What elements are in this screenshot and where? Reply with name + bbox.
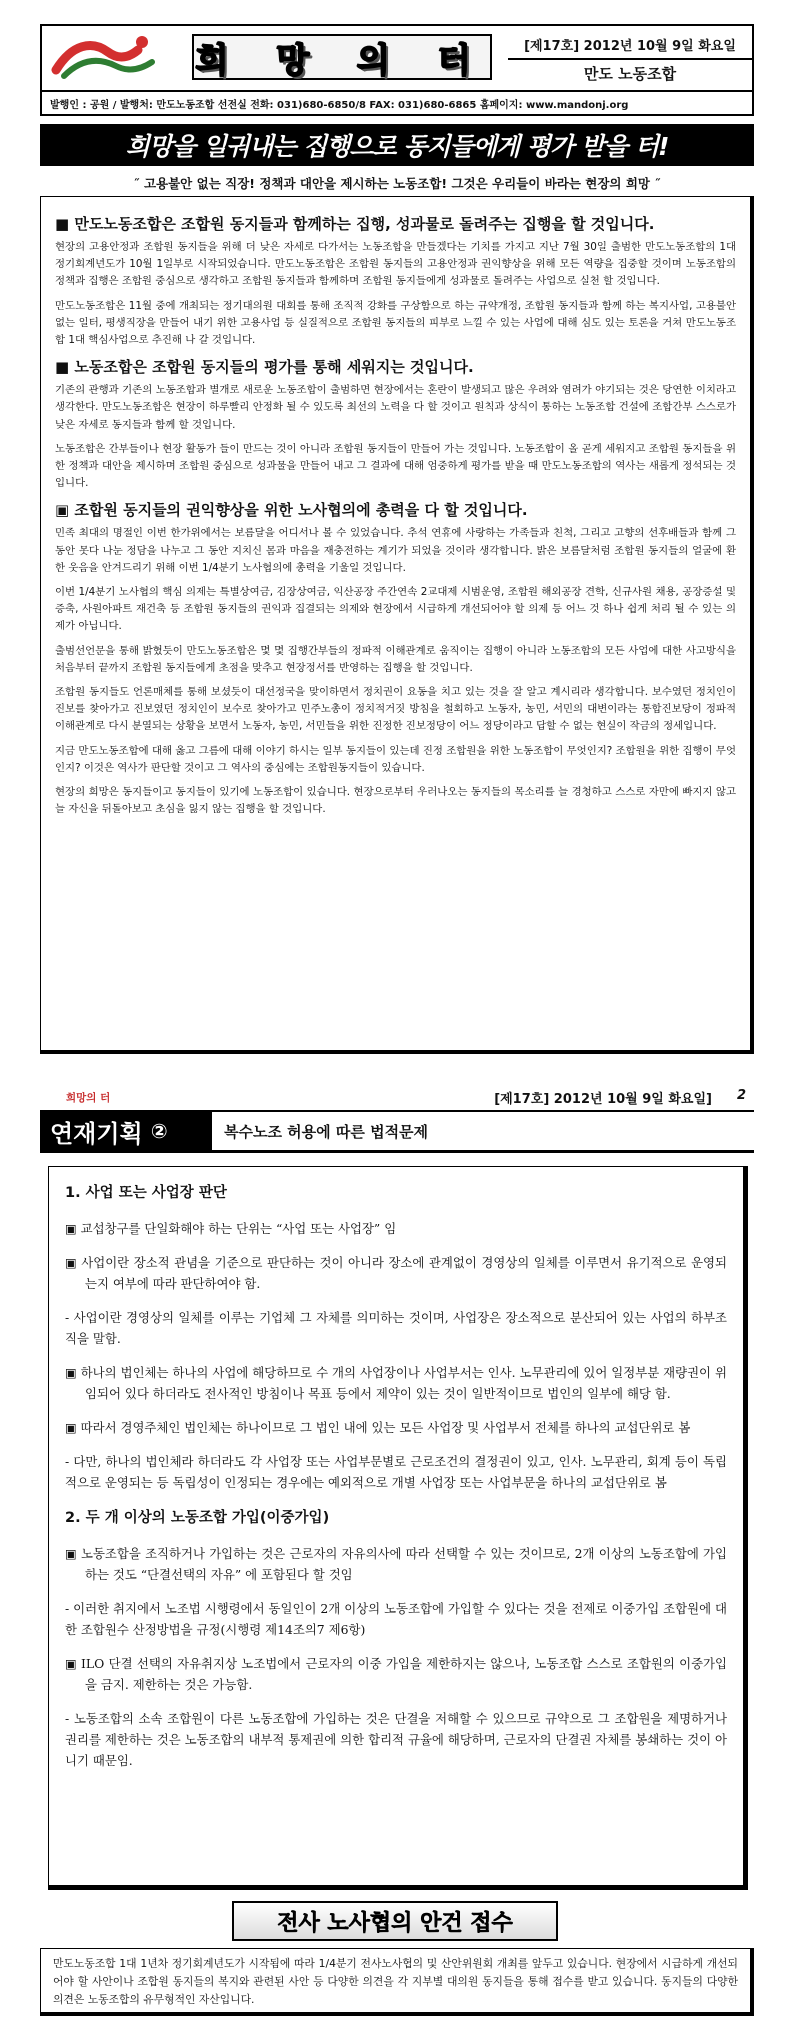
publisher-info: 발행인 : 공원 / 발행처: 만도노동조합 선전실 전화: 031)680-6850/8 FAX: 031)680-6865 홈페이지: www.mandonj.org xyxy=(50,99,629,111)
divider xyxy=(40,1150,754,1153)
notice-heading-box xyxy=(232,1901,558,1941)
front-page-article xyxy=(40,196,754,1054)
paragraph: 현장의 희망은 동지들이고 동지들이 있기에 노동조합이 있습니다. 현장으로부터 우러나오는 동지들의 목소리를 늘 경청하고 스스로 자만에 빠지지 않고 늘 자신을 뒤돌아보고 초심을 잃지 않는 집행을 할 것입니다. xyxy=(55,786,736,816)
series-tag xyxy=(40,1112,212,1150)
issue-date: [제17호] 2012년 10월 9일 화요일 xyxy=(508,30,752,60)
publisher-info-row xyxy=(42,90,752,114)
paragraph: ▣ 따라서 경영주체인 법인체는 하나이므로 그 법인 내에 있는 모든 사업장 및 사업부서 전체를 하나의 교섭단위로 봄 xyxy=(65,1420,691,1435)
headline-banner xyxy=(40,124,754,166)
paragraph: - 사업이란 경영상의 일체를 이루는 기업체 그 자체를 의미하는 것이며, 사업장은 장소적으로 분산되어 있는 사업의 하부조직을 말함. xyxy=(65,1310,727,1346)
legal-issues-article xyxy=(48,1166,748,1890)
section-heading: ■ 만도노동조합은 조합원 동지들과 함께하는 집행, 성과물로 돌려주는 집행을 할 것입니다. xyxy=(55,215,655,233)
section-heading: 1. 사업 또는 사업장 판단 xyxy=(65,1185,227,1201)
paragraph: 출범선언문을 통해 밝혔듯이 만도노동조합은 몇 몇 집행간부들의 정파적 이해관계로 움직이는 집행이 아니라 노동조합의 모든 사업에 대한 사고방식을 처음부터 끝까지 조합원 동지들에게 초점을 맞추고 현장정서를 반영하는 집행을 할 것입니다. xyxy=(55,644,736,674)
headline: 희망을 일궈내는 집행으로 동지들에게 평가 받을 터! xyxy=(125,132,669,161)
page-brand: 희망의 터 xyxy=(66,1092,111,1104)
slogan: ˝ 고용불안 없는 직장! 정책과 대안을 제시하는 노동조합! 그것은 우리들이 바라는 현장의 희망 ˝ xyxy=(133,176,661,191)
newsletter-title-box xyxy=(192,34,492,80)
paragraph: - 다만, 하나의 법인체라 하더라도 각 사업장 또는 사업부문별로 근로조건의 결정권이 있고, 인사. 노무관리, 회계 등이 독립적으로 운영되는 등 독립성이 인정되는 경우에는 예외적으로 개별 사업장 또는 사업부문을 하나의 교섭단위로 봄 xyxy=(65,1454,727,1490)
paragraph: 만도노동조합은 11월 중에 개최되는 정기대의원 대회를 통해 조직적 강화를 구상함으로 하는 규약개정, 조합원 동지들과 함께 하는 복지사업, 고용불안 없는 일터, 평생직장을 만들어 내기 위한 고용사업 등 실질적으로 조합원 동지들의 피부로 느낄 수 있는 사업에 대해 심도 있는 토론을 거쳐 만도노동조합 1대 핵심사업으로 추진해 나 갈 것입니다. xyxy=(55,299,736,347)
series-number: ② xyxy=(150,1119,168,1143)
series-label: 연재기획 xyxy=(50,1119,143,1148)
paragraph: 기존의 관행과 기존의 노동조합과 별개로 새로운 노동조합이 출범하면 현장에서는 혼란이 발생되고 많은 우려와 염려가 야기되는 것은 당연한 이치라고 생각한다. 만도노동조합은 현장이 하루빨리 안정화 될 수 있도록 최선의 노력을 다 할 것이고 원칙과 상식이 통하는 노동조합 건설에 조합간부 스스로가 낮은 자세로 동지들과 함께 할 것입니다. xyxy=(55,384,736,431)
paragraph: 민족 최대의 명절인 이번 한가위에서는 보름달을 어디서나 볼 수 있었습니다. 추석 연휴에 사랑하는 가족들과 친척, 그리고 고향의 선후배들과 함께 그 동안 못다 나눈 정담을 나누고 그 동안 지치신 몸과 마음을 재충전하는 계기가 되었을 것이라 생각합니다. 밝은 보름달처럼 조합원 동지들의 얼굴에 환 한 웃음을 안겨드리기 위해 이번 1/4분기 노사협의에 총력을 기울일 것입니다. xyxy=(55,527,736,574)
paragraph: ▣ ILO 단결 선택의 자유취지상 노조법에서 근로자의 이중 가입을 제한하지는 않으나, 노동조합 스스로 조합원의 이중가입을 금지. 제한하는 것은 가능함. xyxy=(65,1656,727,1692)
paragraph: 지금 만도노동조합에 대해 옳고 그름에 대해 이야기 하시는 일부 동지들이 있는데 진정 조합원을 위한 노동조합이 무엇인지? 조합원을 위한 집행이 무엇인지? 이것은 역사가 판단할 것이고 그 역사의 중심에는 조합원동지들이 있습니다. xyxy=(55,744,736,774)
paragraph: ▣ 하나의 법인체는 하나의 사업에 해당하므로 수 개의 사업장이나 사업부서는 인사. 노무관리에 있어 일정부분 재량권이 위임되어 있다 하더라도 전사적인 방침이나 목표 등에서 제약이 있는 것이 일반적이므로 법인의 일부에 해당 함. xyxy=(65,1365,727,1401)
paragraph: 조합원 동지들도 언론매체를 통해 보셨듯이 대선정국을 맞이하면서 정치권이 요동을 치고 있는 것을 잘 알고 계시리라 생각합니다. 보수였던 정치인이 진보를 찾아가고 진보였던 정치인이 보수로 찾아가고 민주노총이 정치적거짓 방침을 철회하고 노동자, 농민, 서민의 대변이라는 통합진보당이 정파적 이해관계로 다시 분열되는 상황을 보면서 노동자, 농민, 서민들을 위한 진정한 진보정당이 어느 정당이라고 답할 수 없는 현실이 작금의 정세입니다. xyxy=(55,686,736,733)
section-heading: ■ 노동조합은 조합원 동지들의 평가를 통해 세워지는 것입니다. xyxy=(55,358,474,377)
paragraph: 현장의 고용안정과 조합원 동지들을 위해 더 낮은 자세로 다가서는 노동조합을 만들겠다는 기치를 가지고 지난 7월 30일 출범한 만도노동조합의 1대 정기회계년도가 10월 1일부로 시작되었습니다. 만도노동조합은 조합원 동지들의 고용안정과 권익향상을 위해 모든 역량을 집중할 것이며 노동조합의 정책과 집행은 조합원 중심으로 생각하고 조합원 동지들과 함께하며 조합원 동지들에게 성과물로 돌려주는 사업으로 실천 할 것입니다. xyxy=(55,241,736,288)
paragraph: ▣ 교섭창구를 단일화해야 하는 단위는 “사업 또는 사업장” 임 xyxy=(65,1221,397,1236)
paragraph: ▣ 사업이란 장소적 관념을 기준으로 판단하는 것이 아니라 장소에 관계없이 경영상의 일체를 이루면서 유기적으로 운영되는지 여부에 따라 판단하여야 함. xyxy=(65,1255,727,1291)
paragraph: 이번 1/4분기 노사협의 핵심 의제는 특별상여금, 김장상여금, 익산공장 주간연속 2교대제 시범운영, 조합원 해외공장 견학, 신규사원 채용, 공장증설 및 증축, 사원아파트 재건축 등 조합원 동지들의 권익과 집결되는 의제와 현장에서 시급하게 개선되어야 할 의제 등 어느 것 하나 쉽게 처리 될 수 있는 의제가 아닙니다. xyxy=(55,586,736,633)
section-heading: 2. 두 개 이상의 노동조합 가입(이중가입) xyxy=(65,1510,330,1526)
notice-heading: 전사 노사협의 안건 접수 xyxy=(277,1910,513,1936)
union-name: 만도 노동조합 xyxy=(583,64,677,83)
page-number: 2 xyxy=(736,1088,746,1103)
union-logo-icon xyxy=(42,26,172,86)
paragraph: 노동조합은 간부들이나 현장 활동가 들이 만드는 것이 아니라 조합원 동지들이 만들어 가는 것입니다. 노동조합이 올 곧게 세워지고 조합원 동지들을 위한 정책과 대안을 제시하며 조합원 중심으로 성과물을 만들어 내고 그 결과에 대해 엄중하게 평가를 받을 때 만도노동조합의 역사는 새롭게 정석되는 것입니다. xyxy=(55,442,736,490)
section-heading: ▣ 조합원 동지들의 권익향상을 위한 노사협의에 총력을 다 할 것입니다. xyxy=(55,501,528,520)
paragraph: - 이러한 취지에서 노조법 시행령에서 동일인이 2개 이상의 노동조합에 가입할 수 있다는 것을 전제로 이중가입 조합원에 대한 조합원수 산정방법을 규정(시행령 제14조의7 제6항) xyxy=(65,1601,727,1637)
page-header xyxy=(40,1088,754,1112)
page-date: [제17호] 2012년 10월 9일 화요일] xyxy=(494,1092,712,1107)
series-title: 복수노조 허용에 따른 법적문제 xyxy=(224,1123,429,1141)
paragraph: ▣ 노동조합을 조직하거나 가입하는 것은 근로자의 자유의사에 따라 선택할 수 있는 것이므로, 2개 이상의 노동조합에 가입하는 것도 “단결선택의 자유” 에 포함된다 할 것임 xyxy=(65,1546,727,1582)
masthead xyxy=(40,24,754,116)
paragraph: - 노동조합의 소속 조합원이 다른 노동조합에 가입하는 것은 단결을 저해할 수 있으므로 규약으로 그 조합원을 제명하거나 권리를 제한하는 것은 노동조합의 내부적 통제권에 의한 합리적 규율에 해당하며, 근로자의 단결권 자체를 봉쇄하는 것이 아니기 때문임. xyxy=(65,1711,727,1768)
notice-body: 만도노동조합 1대 1년차 정기회계년도가 시작됨에 따라 1/4분기 전사노사협의 및 산안위원회 개최를 앞두고 있습니다. 현장에서 시급하게 개선되어야 할 사안이나 조합원 동지들의 복지와 관련된 사안 등 다양한 의견을 각 지부별 대의원 동지들을 통해 접수를 받고 있습니다. 동지들의 다양한 의견은 노동조합의 유무형적인 자산입니다. xyxy=(40,1948,754,2016)
newsletter-title: 희 망 의 터 xyxy=(195,40,489,81)
